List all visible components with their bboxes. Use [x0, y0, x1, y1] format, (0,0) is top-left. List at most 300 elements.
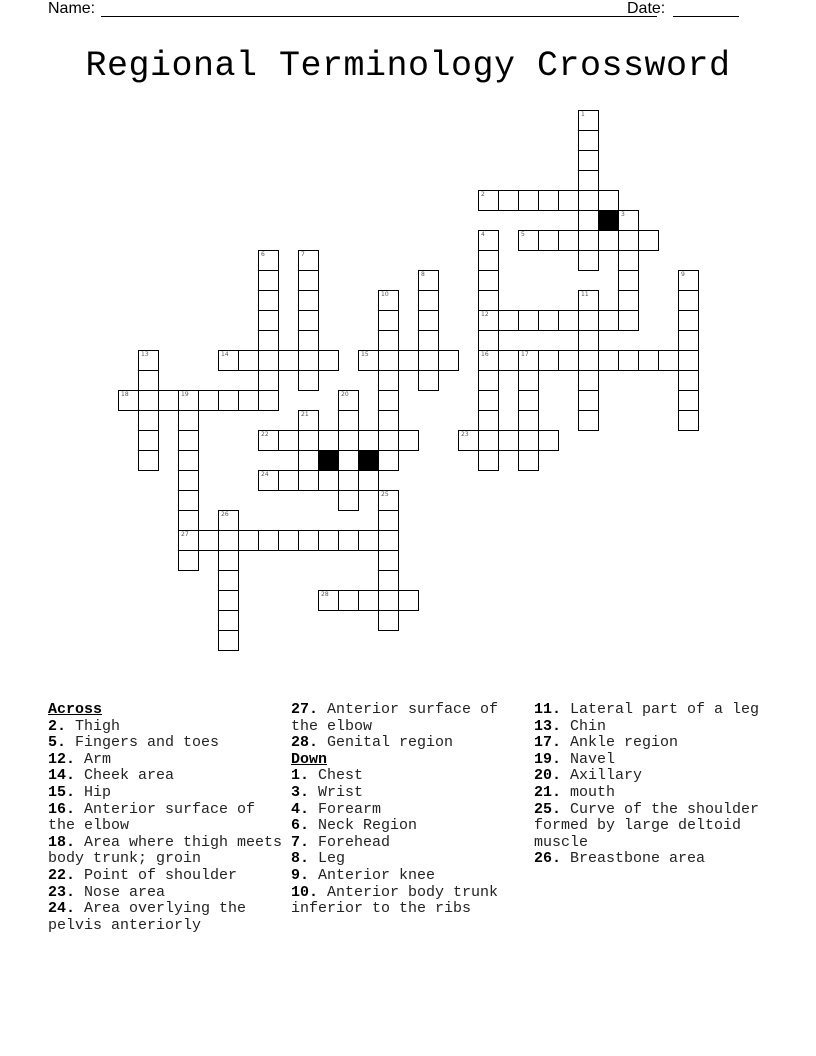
grid-cell[interactable] — [218, 390, 239, 411]
clues-column-3 — [534, 702, 774, 868]
grid-cell[interactable] — [298, 350, 319, 371]
grid-cell[interactable] — [358, 530, 379, 551]
clue-number: 15. — [48, 783, 76, 801]
grid-cell[interactable] — [418, 310, 439, 331]
grid-cell[interactable] — [378, 610, 399, 631]
clue-down-1 — [291, 768, 531, 785]
grid-cell[interactable] — [298, 450, 319, 471]
grid-cell[interactable] — [138, 410, 159, 431]
clue-text: Wrist — [318, 783, 364, 801]
grid-cell[interactable] — [218, 550, 239, 571]
grid-cell[interactable] — [478, 290, 499, 311]
grid-cell[interactable] — [378, 430, 399, 451]
grid-cell[interactable] — [398, 350, 419, 371]
grid-cell[interactable] — [578, 310, 599, 331]
clue-text: Point of shoulder — [84, 866, 238, 884]
grid-cell[interactable] — [618, 210, 639, 231]
clue-text: Curve of the shoulder formed by large deltoid muscle — [534, 800, 760, 851]
cell-number: 6 — [261, 251, 265, 258]
clue-number: 23. — [48, 883, 76, 901]
grid-cell[interactable] — [538, 350, 559, 371]
grid-cell[interactable] — [218, 510, 239, 531]
clue-down-10 — [291, 885, 531, 918]
clue-number: 6. — [291, 817, 310, 835]
grid-cell[interactable] — [178, 470, 199, 491]
grid-cell[interactable] — [358, 430, 379, 451]
grid-cell[interactable] — [218, 350, 239, 371]
grid-cell[interactable] — [318, 350, 339, 371]
clue-down-25 — [534, 802, 774, 852]
name-label: Name: — [48, 0, 96, 17]
clue-number: 19. — [534, 750, 562, 768]
grid-cell[interactable] — [338, 390, 359, 411]
clue-number: 18. — [48, 833, 76, 851]
grid-cell[interactable] — [298, 270, 319, 291]
grid-cell[interactable] — [598, 350, 619, 371]
grid-cell[interactable] — [298, 370, 319, 391]
grid-cell[interactable] — [138, 450, 159, 471]
clue-number: 11. — [534, 701, 562, 718]
clue-down-19 — [534, 752, 774, 769]
cell-number: 9 — [681, 271, 685, 278]
grid-cell[interactable] — [518, 430, 539, 451]
clue-across-22 — [48, 868, 288, 885]
cell-number: 15 — [361, 351, 369, 358]
grid-cell[interactable] — [258, 370, 279, 391]
grid-cell[interactable] — [498, 190, 519, 211]
grid-cell[interactable] — [258, 530, 279, 551]
cell-number: 27 — [181, 531, 189, 538]
clue-text: Nose area — [84, 883, 166, 901]
grid-cell[interactable] — [598, 230, 619, 251]
grid-cell[interactable] — [258, 270, 279, 291]
grid-cell[interactable] — [478, 370, 499, 391]
grid-cell[interactable] — [378, 330, 399, 351]
clue-across-12 — [48, 752, 288, 769]
clue-across-14 — [48, 768, 288, 785]
grid-cell[interactable] — [458, 430, 479, 451]
grid-cell[interactable] — [418, 290, 439, 311]
grid-cell[interactable] — [678, 390, 699, 411]
grid-cell[interactable] — [378, 370, 399, 391]
grid-cell[interactable] — [178, 510, 199, 531]
grid-cell[interactable] — [478, 350, 499, 371]
clue-number: 9. — [291, 866, 310, 884]
grid-cell[interactable] — [378, 530, 399, 551]
grid-cell[interactable] — [318, 430, 339, 451]
clue-across-5 — [48, 735, 288, 752]
cell-number: 28 — [321, 591, 329, 598]
grid-cell[interactable] — [598, 310, 619, 331]
clue-text: mouth — [570, 783, 616, 801]
clue-text: Leg — [318, 850, 346, 868]
grid-cell[interactable] — [418, 350, 439, 371]
clue-down-21 — [534, 785, 774, 802]
grid-cell[interactable] — [258, 310, 279, 331]
grid-cell[interactable] — [118, 390, 139, 411]
cell-number: 7 — [301, 251, 305, 258]
grid-cell[interactable] — [258, 350, 279, 371]
grid-cell[interactable] — [198, 530, 219, 551]
clue-text: Thigh — [75, 717, 121, 735]
grid-cell[interactable] — [678, 290, 699, 311]
grid-cell[interactable] — [578, 250, 599, 271]
clue-down-26 — [534, 851, 774, 868]
grid-cell[interactable] — [618, 350, 639, 371]
grid-cell[interactable] — [338, 430, 359, 451]
clue-text: Area where thigh meets body trunk; groin — [48, 833, 283, 868]
clue-text: Chest — [318, 767, 364, 785]
grid-cell[interactable] — [518, 450, 539, 471]
grid-cell[interactable] — [518, 370, 539, 391]
cell-number: 12 — [481, 311, 489, 318]
clue-text: Anterior surface of the elbow — [291, 701, 499, 735]
grid-cell[interactable] — [298, 470, 319, 491]
grid-cell[interactable] — [478, 390, 499, 411]
clue-text: Axillary — [570, 767, 643, 785]
grid-cell[interactable] — [418, 370, 439, 391]
clue-number: 1. — [291, 767, 310, 785]
clue-across-16 — [48, 802, 288, 835]
clue-number: 17. — [534, 734, 562, 752]
grid-cell[interactable] — [358, 350, 379, 371]
clue-across-18 — [48, 835, 288, 868]
clue-number: 20. — [534, 767, 562, 785]
grid-cell[interactable] — [158, 390, 179, 411]
cell-number: 16 — [481, 351, 489, 358]
grid-cell[interactable] — [478, 310, 499, 331]
grid-cell[interactable] — [678, 370, 699, 391]
grid-cell[interactable] — [678, 310, 699, 331]
grid-cell[interactable] — [678, 270, 699, 291]
clue-down-9 — [291, 868, 531, 885]
cell-number: 19 — [181, 391, 189, 398]
grid-cell[interactable] — [518, 350, 539, 371]
grid-cell[interactable] — [478, 250, 499, 271]
clue-number: 13. — [534, 717, 562, 735]
grid-cell[interactable] — [398, 590, 419, 611]
grid-cell[interactable] — [318, 590, 339, 611]
grid-cell[interactable] — [598, 190, 619, 211]
grid-cell[interactable] — [378, 410, 399, 431]
grid-cell[interactable] — [338, 490, 359, 511]
grid-cell[interactable] — [218, 610, 239, 631]
down-heading: Down — [291, 750, 328, 768]
cell-number: 17 — [521, 351, 529, 358]
cell-number: 20 — [341, 391, 349, 398]
grid-cell[interactable] — [138, 370, 159, 391]
cell-number: 3 — [621, 211, 625, 218]
grid-cell[interactable] — [378, 590, 399, 611]
grid-cell[interactable] — [638, 350, 659, 371]
grid-cell[interactable] — [318, 530, 339, 551]
grid-cell[interactable] — [618, 290, 639, 311]
page-title: Regional Terminology Crossword — [85, 46, 731, 86]
grid-cell[interactable] — [518, 310, 539, 331]
clue-across-2 — [48, 719, 288, 736]
grid-cell[interactable] — [518, 410, 539, 431]
grid-cell[interactable] — [378, 570, 399, 591]
grid-cell[interactable] — [238, 530, 259, 551]
clue-down-4 — [291, 802, 531, 819]
grid-cell[interactable] — [478, 270, 499, 291]
clue-number: 12. — [48, 750, 76, 768]
grid-cell[interactable] — [298, 410, 319, 431]
clue-text: Breastbone area — [570, 850, 706, 868]
clue-number: 2. — [48, 717, 67, 735]
clue-across-23 — [48, 885, 288, 902]
grid-cell[interactable] — [298, 310, 319, 331]
grid-cell[interactable] — [138, 430, 159, 451]
grid-cell[interactable] — [258, 250, 279, 271]
clue-text: Forearm — [318, 800, 382, 818]
cell-number: 25 — [381, 491, 389, 498]
clue-down-8 — [291, 851, 531, 868]
clue-text: Anterior body trunk inferior to the ribs — [291, 883, 499, 918]
grid-cell[interactable] — [298, 330, 319, 351]
cell-number: 11 — [581, 291, 589, 298]
grid-cell[interactable] — [178, 410, 199, 431]
grid-cell[interactable] — [578, 330, 599, 351]
clue-number: 4. — [291, 800, 310, 818]
clue-text: Anterior surface of the elbow — [48, 800, 256, 835]
clues-column-1 — [48, 702, 288, 934]
grid-cell[interactable] — [498, 310, 519, 331]
clue-text: Genital region — [327, 734, 454, 752]
grid-cell[interactable] — [278, 430, 299, 451]
clue-text: Hip — [84, 783, 112, 801]
clue-number: 8. — [291, 850, 310, 868]
grid-cell[interactable] — [298, 290, 319, 311]
clue-text: Cheek area — [84, 767, 175, 785]
grid-cell[interactable] — [358, 590, 379, 611]
clue-number: 7. — [291, 833, 310, 851]
across-heading: Across — [48, 701, 103, 718]
grid-cell[interactable] — [178, 390, 199, 411]
name-field-line[interactable] — [101, 16, 657, 17]
grid-cell[interactable] — [538, 230, 559, 251]
grid-cell[interactable] — [498, 430, 519, 451]
clue-down-3 — [291, 785, 531, 802]
black-cell — [598, 210, 619, 231]
grid-cell[interactable] — [178, 450, 199, 471]
clue-text: Chin — [570, 717, 607, 735]
crossword-grid — [118, 110, 718, 670]
grid-cell[interactable] — [398, 430, 419, 451]
grid-cell[interactable] — [638, 230, 659, 251]
grid-cell[interactable] — [278, 350, 299, 371]
clue-across-27 — [291, 702, 531, 735]
grid-cell[interactable] — [578, 130, 599, 151]
clue-number: 27. — [291, 701, 319, 718]
clue-number: 26. — [534, 850, 562, 868]
date-label: Date: — [627, 0, 666, 17]
cell-number: 24 — [261, 471, 269, 478]
clue-text: Navel — [570, 750, 616, 768]
grid-cell[interactable] — [378, 310, 399, 331]
grid-cell[interactable] — [358, 470, 379, 491]
grid-cell[interactable] — [518, 230, 539, 251]
cell-number: 1 — [581, 111, 585, 118]
grid-cell[interactable] — [258, 430, 279, 451]
grid-cell[interactable] — [518, 390, 539, 411]
grid-cell[interactable] — [218, 530, 239, 551]
clue-text: Anterior knee — [318, 866, 436, 884]
grid-cell[interactable] — [418, 330, 439, 351]
grid-cell[interactable] — [618, 310, 639, 331]
grid-cell[interactable] — [378, 390, 399, 411]
cell-number: 10 — [381, 291, 389, 298]
grid-cell[interactable] — [238, 390, 259, 411]
cell-number: 18 — [121, 391, 129, 398]
clue-number: 25. — [534, 800, 562, 818]
clue-number: 21. — [534, 783, 562, 801]
grid-cell[interactable] — [478, 430, 499, 451]
grid-cell[interactable] — [538, 430, 559, 451]
cell-number: 13 — [141, 351, 149, 358]
grid-cell[interactable] — [218, 630, 239, 651]
grid-cell[interactable] — [338, 470, 359, 491]
grid-cell[interactable] — [378, 450, 399, 471]
grid-cell[interactable] — [658, 350, 679, 371]
grid-cell[interactable] — [578, 110, 599, 131]
cell-number: 21 — [301, 411, 309, 418]
grid-cell[interactable] — [198, 390, 219, 411]
grid-cell[interactable] — [258, 390, 279, 411]
clue-down-20 — [534, 768, 774, 785]
grid-cell[interactable] — [378, 550, 399, 571]
cell-number: 2 — [481, 191, 485, 198]
clue-text: Ankle region — [570, 734, 679, 752]
grid-cell[interactable] — [258, 470, 279, 491]
clue-number: 28. — [291, 734, 319, 752]
grid-cell[interactable] — [178, 490, 199, 511]
grid-cell[interactable] — [218, 590, 239, 611]
grid-cell[interactable] — [558, 310, 579, 331]
grid-cell[interactable] — [378, 290, 399, 311]
cell-number: 5 — [521, 231, 525, 238]
clue-down-6 — [291, 818, 531, 835]
grid-cell[interactable] — [278, 530, 299, 551]
clue-down-7 — [291, 835, 531, 852]
clue-text: Arm — [84, 750, 112, 768]
grid-cell[interactable] — [518, 190, 539, 211]
grid-cell[interactable] — [238, 350, 259, 371]
name-date-header — [48, 0, 748, 20]
grid-cell[interactable] — [178, 530, 199, 551]
grid-cell[interactable] — [338, 410, 359, 431]
clue-across-24 — [48, 901, 288, 934]
grid-cell[interactable] — [558, 350, 579, 371]
grid-cell[interactable] — [378, 510, 399, 531]
clues-column-2 — [291, 702, 531, 918]
grid-cell[interactable] — [578, 370, 599, 391]
grid-cell[interactable] — [558, 230, 579, 251]
grid-cell[interactable] — [278, 470, 299, 491]
clue-number: 5. — [48, 734, 67, 752]
grid-cell[interactable] — [538, 310, 559, 331]
grid-cell[interactable] — [258, 290, 279, 311]
grid-cell[interactable] — [478, 450, 499, 471]
grid-cell[interactable] — [578, 230, 599, 251]
grid-cell[interactable] — [578, 210, 599, 231]
grid-cell[interactable] — [618, 250, 639, 271]
clue-number: 3. — [291, 783, 310, 801]
clue-down-11 — [534, 702, 774, 719]
grid-cell[interactable] — [578, 350, 599, 371]
grid-cell[interactable] — [338, 530, 359, 551]
clue-down-13 — [534, 719, 774, 736]
clue-text: Lateral part of a leg — [570, 701, 760, 718]
grid-cell[interactable] — [338, 450, 359, 471]
clue-text: Neck Region — [318, 817, 418, 835]
black-cell — [358, 450, 379, 471]
grid-cell[interactable] — [378, 350, 399, 371]
grid-cell[interactable] — [478, 230, 499, 251]
grid-cell[interactable] — [298, 430, 319, 451]
clue-across-15 — [48, 785, 288, 802]
clue-number: 16. — [48, 800, 76, 818]
grid-cell[interactable] — [418, 270, 439, 291]
grid-cell[interactable] — [258, 330, 279, 351]
date-field-line[interactable] — [673, 16, 739, 17]
grid-cell[interactable] — [578, 390, 599, 411]
cell-number: 4 — [481, 231, 485, 238]
grid-cell[interactable] — [178, 430, 199, 451]
grid-cell[interactable] — [618, 270, 639, 291]
grid-cell[interactable] — [678, 350, 699, 371]
grid-cell[interactable] — [558, 190, 579, 211]
clue-number: 10. — [291, 883, 319, 901]
grid-cell[interactable] — [578, 290, 599, 311]
grid-cell[interactable] — [498, 350, 519, 371]
grid-cell[interactable] — [298, 250, 319, 271]
clue-number: 22. — [48, 866, 76, 884]
grid-cell[interactable] — [338, 590, 359, 611]
grid-cell[interactable] — [538, 190, 559, 211]
grid-cell[interactable] — [438, 350, 459, 371]
clue-number: 14. — [48, 767, 76, 785]
grid-cell[interactable] — [138, 390, 159, 411]
grid-cell[interactable] — [138, 350, 159, 371]
grid-cell[interactable] — [678, 410, 699, 431]
grid-cell[interactable] — [478, 190, 499, 211]
grid-cell[interactable] — [298, 530, 319, 551]
grid-cell[interactable] — [478, 330, 499, 351]
grid-cell[interactable] — [178, 550, 199, 571]
grid-cell[interactable] — [618, 230, 639, 251]
grid-cell[interactable] — [378, 490, 399, 511]
cell-number: 14 — [221, 351, 229, 358]
grid-cell[interactable] — [678, 330, 699, 351]
grid-cell[interactable] — [578, 410, 599, 431]
grid-cell[interactable] — [578, 170, 599, 191]
cell-number: 22 — [261, 431, 269, 438]
clue-text: Fingers and toes — [75, 734, 220, 752]
clue-down-17 — [534, 735, 774, 752]
grid-cell[interactable] — [578, 150, 599, 171]
clue-number: 24. — [48, 900, 76, 918]
cell-number: 26 — [221, 511, 229, 518]
black-cell — [318, 450, 339, 471]
grid-cell[interactable] — [218, 570, 239, 591]
clue-text: Area overlying the pelvis anteriorly — [48, 900, 247, 934]
clue-text: Forehead — [318, 833, 391, 851]
grid-cell[interactable] — [478, 410, 499, 431]
grid-cell[interactable] — [318, 470, 339, 491]
grid-cell[interactable] — [578, 190, 599, 211]
cell-number: 23 — [461, 431, 469, 438]
